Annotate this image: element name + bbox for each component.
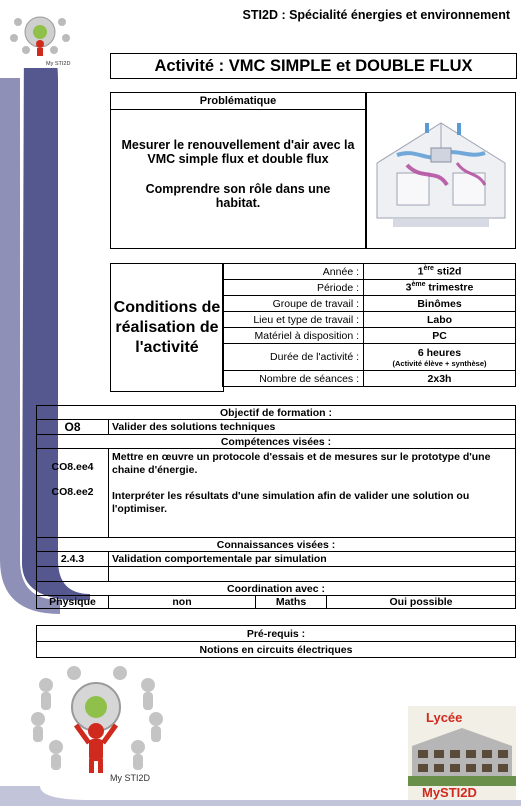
empty-cell (109, 567, 516, 582)
problematique-line1: Mesurer le renouvellement d'air avec la VMC simple flux et double flux (121, 138, 355, 166)
competence-codes (37, 449, 109, 538)
condition-value: Labo (364, 312, 516, 328)
lycee-mysti2d-logo (408, 706, 516, 800)
formation-code: O8 (37, 420, 109, 435)
competences-heading: Compétences visées : (37, 435, 516, 449)
prerequis-text: Notions en circuits électriques (37, 642, 516, 658)
conditions-table (222, 263, 516, 387)
logo-title: Lycée (426, 710, 463, 725)
condition-key: Matériel à disposition : (223, 328, 364, 344)
conditions-row (223, 296, 516, 312)
conditions-row (223, 328, 516, 344)
condition-key: Période : (223, 280, 364, 296)
duration-note: (Activité élève + synthèse) (392, 358, 487, 368)
condition-key: Durée de l'activité : (223, 344, 364, 371)
objectives-table (36, 405, 516, 609)
condition-value: 1ère sti2d (364, 264, 516, 280)
mysti2d-logo-top (4, 8, 76, 68)
empty-cell (37, 567, 109, 582)
condition-key: Nombre de séances : (223, 371, 364, 387)
conditions-row (223, 312, 516, 328)
problematique-body (110, 109, 366, 249)
condition-value (364, 344, 516, 371)
coordination-value: Oui possible (327, 596, 516, 609)
conditions-row (223, 344, 516, 371)
problematique-heading: Problématique (110, 92, 366, 110)
coordination-value: non (109, 596, 256, 609)
logo-caption: My STI2D (110, 773, 151, 783)
competence-text: Interpréter les résultats d'une simulation afin de valider une solution ou l'optimiser. (112, 490, 470, 515)
subject-header: STI2D : Spécialité énergies et environnement (242, 8, 510, 22)
condition-value: 3ème trimestre (364, 280, 516, 296)
coordination-subject: Maths (256, 596, 327, 609)
condition-key: Lieu et type de travail : (223, 312, 364, 328)
formation-text: Valider des solutions techniques (109, 420, 516, 435)
conditions-row (223, 371, 516, 387)
logo-caption: MySTI2D (422, 785, 477, 800)
condition-key: Groupe de travail : (223, 296, 364, 312)
coordination-heading: Coordination avec : (37, 582, 516, 596)
conditions-label: Conditions de réalisation de l'activité (110, 263, 224, 392)
competence-code: CO8.ee4 (51, 461, 94, 473)
condition-value: Binômes (364, 296, 516, 312)
condition-value: 2x3h (364, 371, 516, 387)
logo-caption: My STI2D (46, 61, 71, 67)
connaissance-code: 2.4.3 (37, 552, 109, 567)
competence-code: CO8.ee2 (51, 486, 94, 498)
house-ventilation-illustration (366, 92, 516, 249)
condition-value: PC (364, 328, 516, 344)
competence-texts (109, 449, 516, 538)
duration-value: 6 heures (417, 346, 462, 359)
coordination-subject: Physique (37, 596, 109, 609)
formation-heading: Objectif de formation : (37, 406, 516, 420)
conditions-row (223, 264, 516, 280)
prerequis-table (36, 625, 516, 658)
problematique-line2: Comprendre son rôle dans une habitat. (145, 182, 331, 210)
condition-key: Année : (223, 264, 364, 280)
competence-text: Mettre en œuvre un protocole d'essais et de mesures sur le prototype d'une chaine d'énergie. (112, 451, 491, 476)
mysti2d-logo-bottom (26, 663, 168, 785)
conditions-row (223, 280, 516, 296)
connaissances-heading: Connaissances visées : (37, 538, 516, 552)
connaissance-text: Validation comportementale par simulation (109, 552, 516, 567)
prerequis-heading: Pré-requis : (37, 626, 516, 642)
activity-title: Activité : VMC SIMPLE et DOUBLE FLUX (110, 53, 517, 79)
